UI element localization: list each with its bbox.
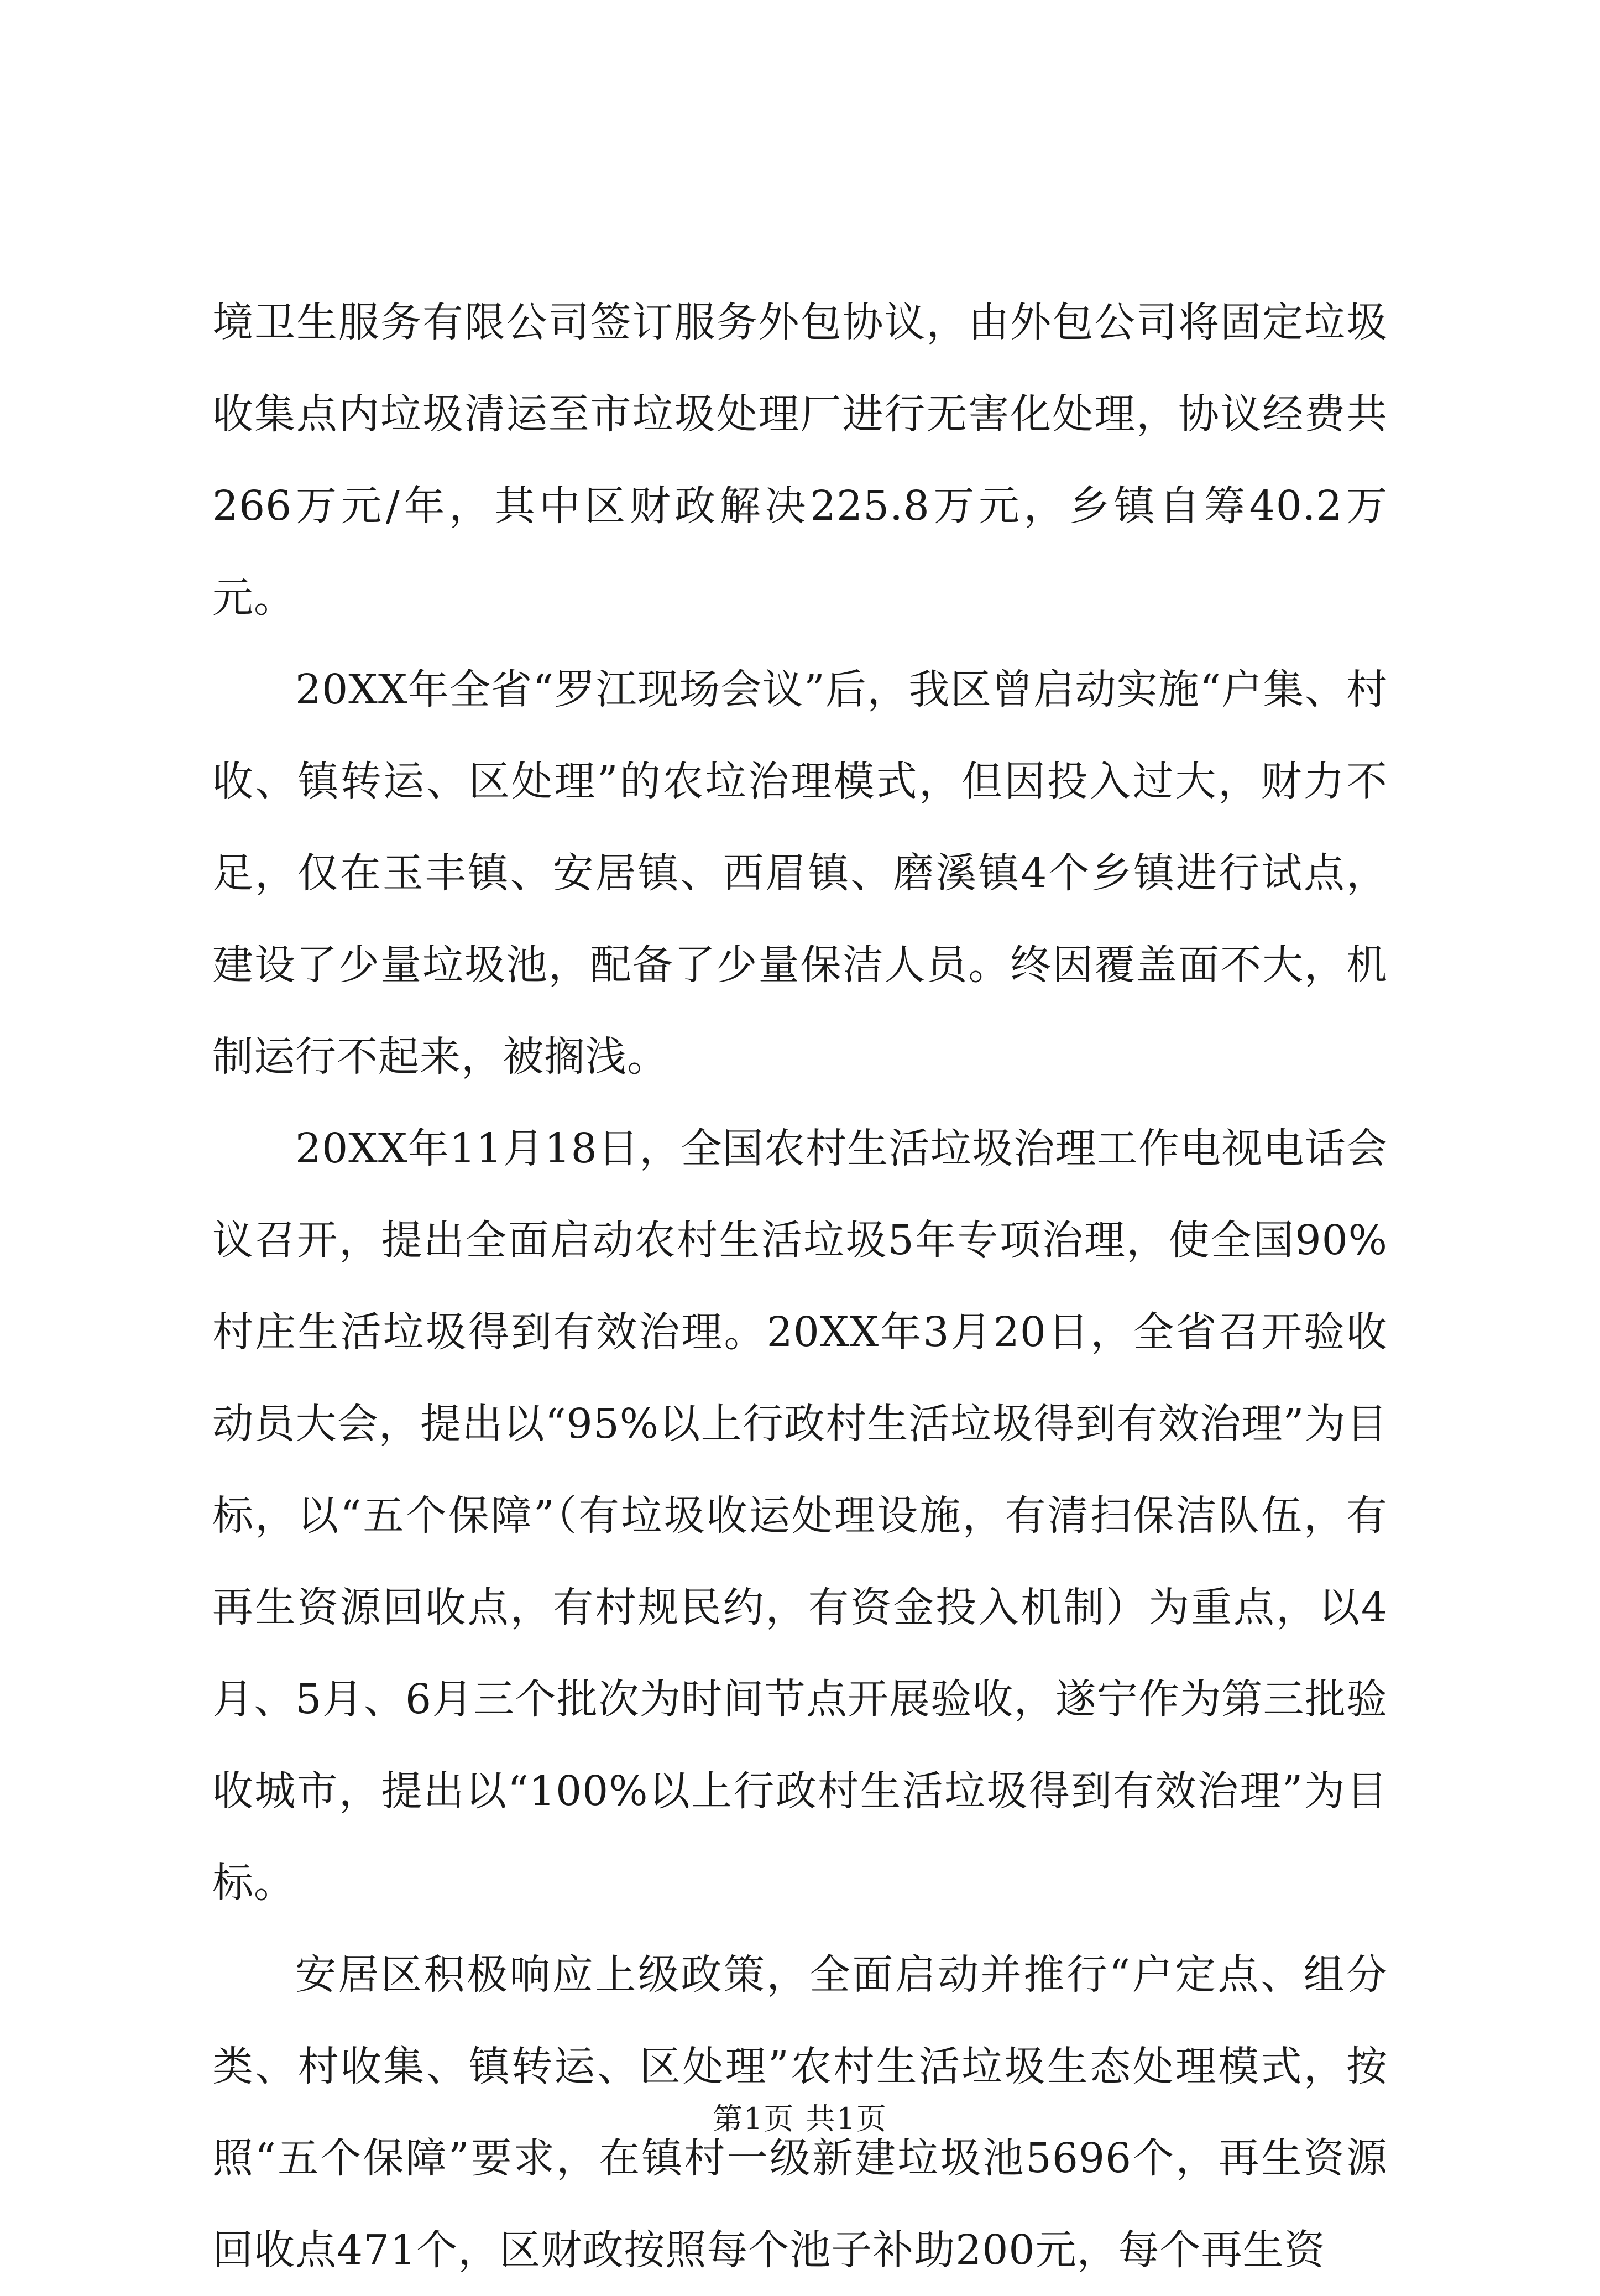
- paragraph-4: 安居区积极响应上级政策，全面启动并推行“户定点、组分类、村收集、镇转运、区处理”农村生活垃圾生态处理模式，按照“五个保障”要求，在镇村一级新建垃圾池5696个，再生资源回收点471个，区财政按照每个池子补助200元，每个再生资: [212, 1951, 1388, 2274]
- paragraph-1: 境卫生服务有限公司签订服务外包协议，由外包公司将固定垃圾收集点内垃圾清运至市垃圾处理厂进行无害化处理，协议经费共266万元/年，其中区财政解决225.8万元，乡镇自筹40.2万元。: [212, 299, 1388, 622]
- document-body: [212, 276, 1388, 2296]
- paragraph-3: 20XX年11月18日，全国农村生活垃圾治理工作电视电话会议召开，提出全面启动农村生活垃圾5年专项治理，使全国90%村庄生活垃圾得到有效治理。20XX年3月20日，全省召开验收动员大会，提出以“95%以上行政村生活垃圾得到有效治理”为目标，以“五个保障”（有垃圾收运处理设施，有清扫保洁队伍，有再生资源回收点，有村规民约，有资金投入机制）为重点，以4月、5月、6月三个批次为时间节点开展验收，遂宁作为第三批验收城市，提出以“100%以上行政村生活垃圾得到有效治理”为目标。: [212, 1125, 1388, 1907]
- paragraph-2: 20XX年全省“罗江现场会议”后，我区曾启动实施“户集、村收、镇转运、区处理”的农垃治理模式，但因投入过大，财力不足，仅在玉丰镇、安居镇、西眉镇、磨溪镇4个乡镇进行试点，建设了少量垃圾池，配备了少量保洁人员。终因覆盖面不大，机制运行不起来，被搁浅。: [212, 666, 1388, 1081]
- page-number-footer: 第1页 共1页: [713, 2101, 887, 2136]
